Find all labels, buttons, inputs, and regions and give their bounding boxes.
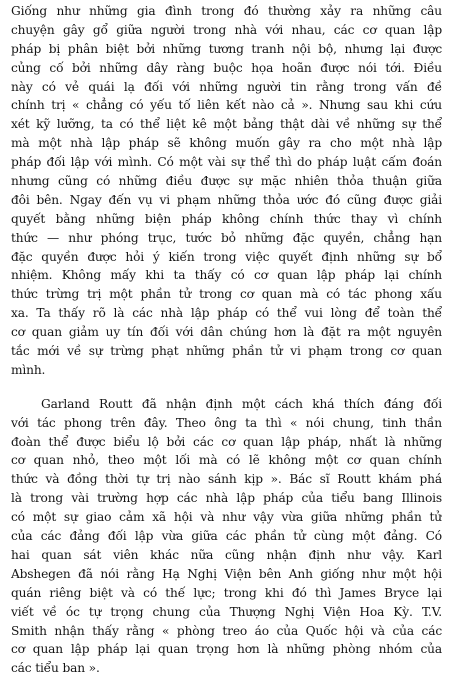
- text-line: có một sự giao cảm xã hội và như vậy vừa giữa những phần tử: [11, 510, 442, 525]
- text-line: thức trừng trị một phần tử trong cơ quan mà có tác phong xấu: [11, 287, 442, 302]
- text-line: đôi bên. Ngay đến vụ vi phạm những thỏa ước đó cũng được giải: [11, 192, 442, 207]
- text-line: pháp đối lập với mình. Có một vài sự thể thì do pháp luật cấm đoán: [11, 155, 442, 170]
- text-line: đoàn thể được biểu lộ bởi các cơ quan lập pháp, nhất là những: [11, 434, 442, 449]
- text-line: của các đảng đối lập vừa giữa các phần tử cùng một đảng. Có: [11, 529, 442, 544]
- text-line: cơ quan nhỏ, theo một lối mà có lẽ không một cơ quan chính: [11, 453, 442, 468]
- text-line: Garland Routt đã nhận định một cách khá thích đáng đối: [41, 396, 442, 411]
- text-line: quán riêng biệt và có thế lực; trong khi đó thì James Bryce lại: [11, 585, 442, 600]
- text-line: thức và đồng thời tự trị nào sánh kịp ». Bác sĩ Routt khám phá: [11, 472, 442, 487]
- text-line: xa. Ta thấy rõ là các nhà lập pháp có thể vui lòng để toàn thể: [11, 306, 442, 321]
- text-line: Giống như những gia đình trong đó thường xảy ra những câu: [11, 4, 442, 18]
- text-line: hai quan sát viên khác nữa cũng nhận định như vậy. Karl: [11, 547, 442, 562]
- text-line: Smith nhận thấy rằng « phòng treo áo của Quốc hội và của các: [11, 623, 442, 638]
- text-line: mà một nhà lập pháp sẽ không muốn gây ra cho một nhà lập: [11, 136, 442, 151]
- text-line: là trong vài trường hợp các nhà lập pháp của tiểu bang Illinois: [11, 491, 442, 506]
- text-line: nhiệm. Không mấy khi ta thấy có cơ quan lập pháp lại chính: [11, 268, 442, 283]
- text-line: chuyện gây gổ giữa người trong nhà với nhau, các cơ quan lập: [11, 22, 442, 37]
- text-line: xét kỹ lưỡng, ta có thể liệt kê một bảng thật dài về những sự thể: [11, 117, 442, 132]
- text-line: các tiểu ban ».: [11, 661, 100, 676]
- text-line: củng cố bởi những dây ràng buộc họa hoãn được nói tới. Điều: [11, 60, 442, 75]
- text-line: cơ quan lập pháp lại quan trọng hơn là những phòng nhóm của: [11, 642, 442, 657]
- text-line: chính trị « chẳng có yếu tố liên kết nào cả ». Nhưng sau khi cứu: [11, 98, 442, 113]
- paragraph-1: [11, 2, 442, 380]
- text-line: Abshegen đã nói rằng Hạ Nghị Viện bên Anh giống như một hội: [11, 566, 442, 581]
- text-line: pháp bị phân biệt bởi những tương tranh nội bộ, nhưng lại được: [11, 41, 442, 56]
- text-line: với tác phong trên đây. Theo ông ta thì « nói chung, tinh thần: [11, 415, 442, 430]
- text-line: viết về óc tự trọng chung của Thượng Nghị Viện Hoa Kỳ. T.V.: [11, 604, 442, 619]
- paragraph-2: [11, 395, 442, 677]
- text-line: tắc mới về sự trừng phạt những phần tử vi phạm trong cơ quan: [11, 344, 442, 359]
- text-line: thức — như phóng trục, tước bỏ những đặc quyền, chẳng hạn: [11, 230, 442, 245]
- text-line: này có vẻ quái lạ đối với những người tin rằng trong vấn đề: [11, 79, 442, 94]
- text-line: đặc quyền được hỏi ý kiến trong việc quyết định những sự bổ: [11, 249, 442, 264]
- text-line: quyết bằng những biện pháp không chính thức thay vì chính: [11, 211, 442, 226]
- text-line: mình.: [11, 362, 46, 377]
- text-line: nhưng cũng có những điều được sự mặc nhiên thỏa thuận giữa: [11, 174, 442, 189]
- text-line: cơ quan giảm uy tín đối với dân chúng hơn là đặt ra một nguyên: [11, 325, 442, 340]
